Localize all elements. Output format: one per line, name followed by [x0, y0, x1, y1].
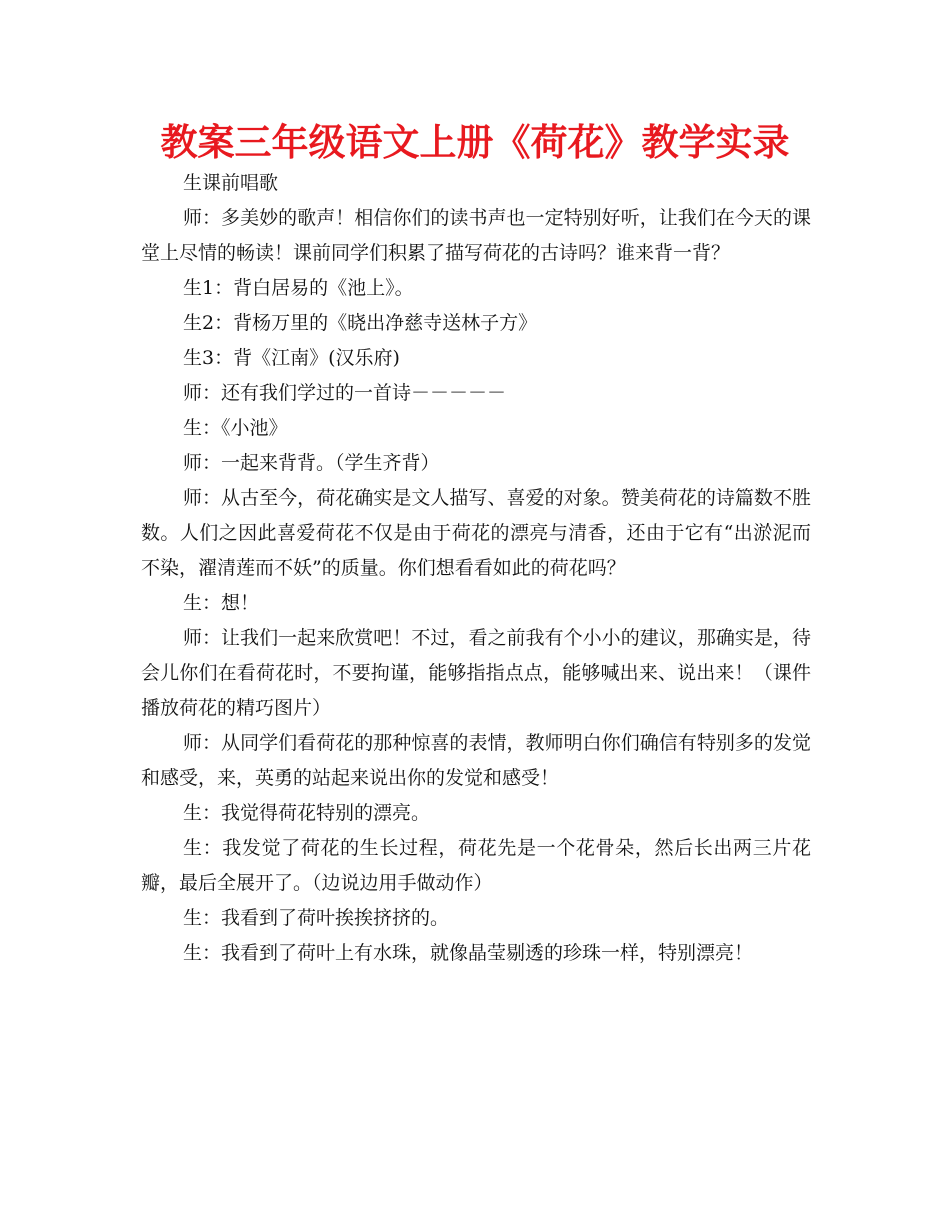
paragraph: 生：我觉得荷花特别的漂亮。: [183, 802, 431, 824]
paragraph: 师：多美妙的歌声！相信你们的读书声也一定特别好听，让我们在今天的课堂上尽情的畅读！课前同学们积累了描写荷花的古诗吗？谁来背一背？: [141, 207, 811, 264]
paragraph: 师：让我们一起来欣赏吧！不过，看之前我有个小小的建议，那确实是，待会儿你们在看荷花时，不要拘谨，能够指指点点，能够喊出来、说出来！（课件播放荷花的精巧图片）: [141, 627, 811, 719]
paragraph: 生：我发觉了荷花的生长过程，荷花先是一个花骨朵，然后长出两三片花瓣，最后全展开了。（边说边用手做动作）: [141, 837, 811, 894]
paragraph: 生3：背《江南》(汉乐府): [183, 347, 400, 369]
paragraph: 生：想！: [183, 592, 260, 614]
paragraph: 生1：背白居易的《池上》。: [183, 277, 414, 299]
paragraph: 师：一起来背背。（学生齐背）: [183, 452, 440, 474]
paragraph: 师：从同学们看荷花的那种惊喜的表情，教师明白你们确信有特别多的发觉和感受，来，英勇的站起来说出你的发觉和感受！: [141, 732, 811, 789]
paragraph: 生：我看到了荷叶上有水珠，就像晶莹剔透的珍珠一样，特别漂亮！: [183, 942, 754, 964]
paragraph: 师：还有我们学过的一首诗－－－－－: [183, 382, 507, 404]
paragraph: 生：《小池》: [183, 417, 288, 439]
paragraph: 生2：背杨万里的《晓出净慈寺送林子方》: [183, 312, 538, 334]
paragraph: 生课前唱歌: [183, 172, 279, 194]
document-body: [141, 166, 811, 971]
paragraph: 生：我看到了荷叶挨挨挤挤的。: [183, 907, 450, 929]
document-title: 教案三年级语文上册《荷花》教学实录: [160, 121, 790, 164]
paragraph: 师：从古至今，荷花确实是文人描写、喜爱的对象。赞美荷花的诗篇数不胜数。人们之因此喜爱荷花不仅是由于荷花的漂亮与清香，还由于它有“出淤泥而不染，濯清莲而不妖”的质量。你们想看看如此的荷花吗？: [141, 487, 811, 579]
